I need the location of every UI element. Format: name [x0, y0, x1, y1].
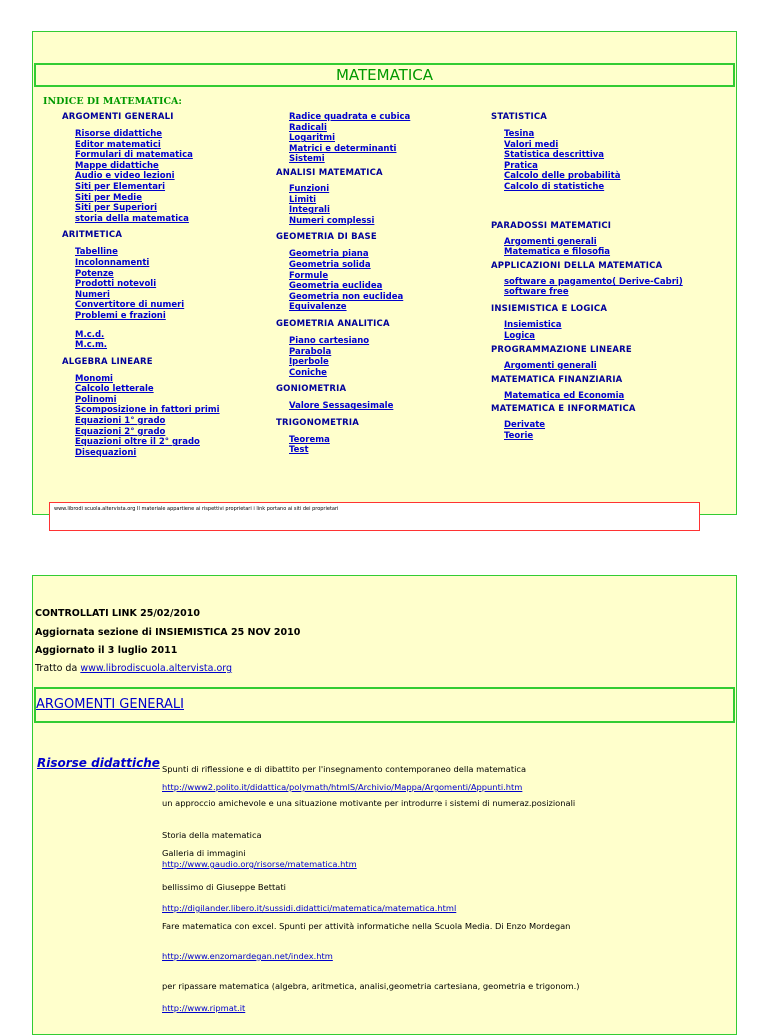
link-logica[interactable]: Logica: [504, 330, 536, 341]
section-title-link[interactable]: ARGOMENTI GENERALI: [36, 697, 184, 712]
entry-url[interactable]: http://www.ripmat.it: [162, 1003, 246, 1013]
list-informatica: [504, 420, 683, 441]
risorse-didattiche-label[interactable]: Risorse didattiche: [37, 756, 160, 770]
index-title: INDICE DI MATEMATICA:: [43, 96, 182, 107]
link-logaritmi[interactable]: Logaritmi: [289, 133, 336, 144]
entry-url[interactable]: http://digilander.libero.it/sussidi.didattici/matematica/matematica.html: [162, 903, 457, 913]
section-header-analisi: ANALISI MATEMATICA: [276, 167, 383, 178]
section-header-algebra-lineare: ALGEBRA LINEARE: [62, 356, 153, 367]
list-finanziaria: [504, 391, 683, 402]
link-convertitore[interactable]: Convertitore di numeri: [75, 300, 185, 311]
entry-url[interactable]: http://www2.polito.it/didattica/polymath/htmlS/Archivio/Mappa/Argomenti/Appunti.htm: [162, 782, 523, 792]
link-polinomi[interactable]: Polinomi: [75, 394, 117, 405]
source-link[interactable]: www.librodiscuola.altervista.org: [80, 663, 233, 674]
link-teorie[interactable]: Teorie: [504, 430, 534, 441]
link-derivate[interactable]: Derivate: [504, 420, 546, 431]
list-geometria-analitica: [289, 336, 410, 378]
link-siti-medie[interactable]: Siti per Medie: [75, 192, 142, 203]
link-radicali[interactable]: Radicali: [289, 122, 327, 133]
link-equivalenze[interactable]: Equivalenze: [289, 302, 347, 313]
section-header-trigonometria: TRIGONOMETRIA: [276, 417, 359, 428]
link-iperbole[interactable]: Iperbole: [289, 357, 329, 368]
link-calcolo-letterale[interactable]: Calcolo letterale: [75, 384, 154, 395]
link-storia-matematica[interactable]: storia della matematica: [75, 213, 189, 224]
link-funzioni[interactable]: Funzioni: [289, 183, 330, 194]
link-monomi[interactable]: Monomi: [75, 373, 113, 384]
link-test[interactable]: Test: [289, 445, 309, 456]
link-formulari[interactable]: Formulari di matematica: [75, 150, 193, 161]
link-risorse-didattiche[interactable]: Risorse didattiche: [75, 129, 163, 139]
link-mcm[interactable]: M.c.m.: [75, 340, 108, 351]
section-header-statistica: STATISTICA: [491, 112, 548, 122]
link-pratica[interactable]: Pratica: [504, 160, 538, 171]
link-mcd[interactable]: M.c.d.: [75, 329, 105, 340]
entry-text: Storia della matematica: [162, 830, 262, 840]
link-valore-sessagesimale[interactable]: Valore Sessagesimale: [289, 401, 394, 412]
link-parabola[interactable]: Parabola: [289, 346, 332, 357]
link-radice[interactable]: Radice quadrata e cubica: [289, 112, 411, 122]
link-equazioni-1[interactable]: Equazioni 1° grado: [75, 416, 166, 427]
list-paradossi: [504, 237, 683, 258]
index-column-2: [276, 112, 410, 456]
link-mappe-didattiche[interactable]: Mappe didattiche: [75, 160, 159, 171]
link-equazioni-2[interactable]: Equazioni 2° grado: [75, 426, 166, 437]
link-incolonnamenti[interactable]: Incolonnamenti: [75, 257, 150, 268]
link-disequazioni[interactable]: Disequazioni: [75, 447, 137, 458]
link-tesina[interactable]: Tesina: [504, 129, 535, 139]
list-applicazioni: [504, 277, 683, 298]
page-title: MATEMATICA: [34, 63, 735, 87]
link-siti-elementari[interactable]: Siti per Elementari: [75, 181, 166, 192]
source-prefix: Tratto da: [35, 663, 78, 674]
link-equazioni-oltre[interactable]: Equazioni oltre il 2° grado: [75, 437, 200, 448]
link-matematica-economia[interactable]: Matematica ed Economia: [504, 390, 625, 401]
link-piano-cartesiano[interactable]: Piano cartesiano: [289, 335, 370, 346]
index-panel: [32, 31, 737, 515]
link-matrici[interactable]: Matrici e determinanti: [289, 143, 397, 154]
link-software-free[interactable]: software free: [504, 287, 569, 298]
list-aritmetica: [75, 247, 220, 350]
list-statistica: [504, 129, 683, 193]
list-algebra-lineare: [75, 374, 220, 459]
index-column-1: [62, 112, 220, 458]
link-formule[interactable]: Formule: [289, 270, 329, 281]
link-limiti[interactable]: Limiti: [289, 194, 317, 205]
link-programmazione-argomenti[interactable]: Argomenti generali: [504, 361, 597, 372]
list-argomenti-generali: [75, 129, 220, 224]
section-header-geometria-base: GEOMETRIA DI BASE: [276, 232, 377, 243]
link-coniche[interactable]: Coniche: [289, 367, 327, 378]
entry-url[interactable]: http://www.gaudio.org/risorse/matematica.htm: [162, 859, 357, 869]
link-problemi-frazioni[interactable]: Problemi e frazioni: [75, 310, 166, 321]
section-header-aritmetica: ARITMETICA: [62, 230, 123, 241]
section-header-insiemistica: INSIEMISTICA E LOGICA: [491, 303, 608, 314]
list-insiemistica: [504, 320, 683, 341]
aggiornata-note: Aggiornata sezione di INSIEMISTICA 25 NOV 2010: [35, 627, 301, 638]
section-header-paradossi: PARADOSSI MATEMATICI: [491, 220, 612, 231]
link-audio-video[interactable]: Audio e video lezioni: [75, 171, 175, 182]
entry-text: Spunti di riflessione e di dibattito per l'insegnamento contemporaneo della matematica: [162, 764, 527, 774]
link-teorema[interactable]: Teorema: [289, 434, 330, 445]
link-geometria-non-euclidea[interactable]: Geometria non euclidea: [289, 291, 404, 302]
link-sistemi[interactable]: Sistemi: [289, 154, 325, 165]
section-header-geometria-analitica: GEOMETRIA ANALITICA: [276, 318, 390, 329]
list-programmazione: [504, 361, 683, 372]
list-geometria-base: [289, 249, 410, 313]
content-panel: [32, 575, 737, 1035]
link-matematica-filosofia[interactable]: Matematica e filosofia: [504, 247, 611, 258]
entry-text: bellissimo di Giuseppe Bettati: [162, 882, 286, 892]
link-valori-medi[interactable]: Valori medi: [504, 139, 559, 150]
link-scomposizione[interactable]: Scomposizione in fattori primi: [75, 405, 220, 416]
link-numeri[interactable]: Numeri: [75, 289, 110, 300]
index-column-3: [491, 112, 683, 442]
source-line: [35, 663, 232, 674]
entry-text: Fare matematica con excel. Spunti per attività informatiche nella Scuola Media. Di Enzo Mordegan: [162, 921, 571, 931]
link-insiemistica[interactable]: Insiemistica: [504, 319, 562, 330]
footer-note: www.librodi scuola.altervista.org Il materiale appartiene ai rispettivi proprietari i link portano ai siti dei proprietari: [49, 502, 700, 531]
link-editor-matematici[interactable]: Editor matematici: [75, 139, 161, 150]
section-header-argomenti-generali: ARGOMENTI GENERALI: [62, 112, 174, 122]
link-geometria-euclidea[interactable]: Geometria euclidea: [289, 281, 383, 292]
aggiornato-note: Aggiornato il 3 luglio 2011: [35, 645, 178, 656]
link-paradossi-argomenti[interactable]: Argomenti generali: [504, 236, 597, 247]
link-calcolo-probabilita[interactable]: Calcolo delle probabilità: [504, 171, 621, 182]
section-header-goniometria: GONIOMETRIA: [276, 384, 347, 395]
section-header-applicazioni: APPLICAZIONI DELLA MATEMATICA: [491, 260, 663, 271]
link-calcolo-statistiche[interactable]: Calcolo di statistiche: [504, 181, 605, 192]
link-prodotti-notevoli[interactable]: Prodotti notevoli: [75, 279, 157, 290]
link-tabelline[interactable]: Tabelline: [75, 247, 118, 258]
link-potenze[interactable]: Potenze: [75, 268, 114, 279]
entry-text: Galleria di immagini: [162, 848, 246, 858]
entry-text: un approccio amichevole e una situazione motivante per introdurre i sistemi di numeraz.posizionali: [162, 798, 576, 808]
link-integrali[interactable]: Integrali: [289, 205, 330, 216]
link-siti-superiori[interactable]: Siti per Superiori: [75, 203, 158, 214]
entry-url[interactable]: http://www.enzomardegan.net/index.htm: [162, 951, 333, 961]
section-header-informatica: MATEMATICA E INFORMATICA: [491, 404, 636, 415]
link-geometria-solida[interactable]: Geometria solida: [289, 259, 371, 270]
link-numeri-complessi[interactable]: Numeri complessi: [289, 215, 375, 226]
list-goniometria: [289, 401, 410, 412]
section-header-finanziaria: MATEMATICA FINANZIARIA: [491, 374, 623, 385]
controllati-link-note: CONTROLLATI LINK 25/02/2010: [35, 608, 200, 619]
list-trigonometria: [289, 435, 410, 456]
link-geometria-piana[interactable]: Geometria piana: [289, 249, 369, 260]
list-algebra-continued: [289, 112, 410, 165]
section-bar: [34, 687, 735, 723]
link-software-pagamento[interactable]: software a pagamento( Derive-Cabri): [504, 276, 683, 287]
list-analisi: [289, 184, 410, 226]
entry-text: per ripassare matematica (algebra, aritmetica, analisi,geometria cartesiana, geometria e trigonom.): [162, 981, 580, 991]
link-statistica-descrittiva[interactable]: Statistica descrittiva: [504, 150, 605, 161]
section-header-programmazione: PROGRAMMAZIONE LINEARE: [491, 345, 632, 356]
